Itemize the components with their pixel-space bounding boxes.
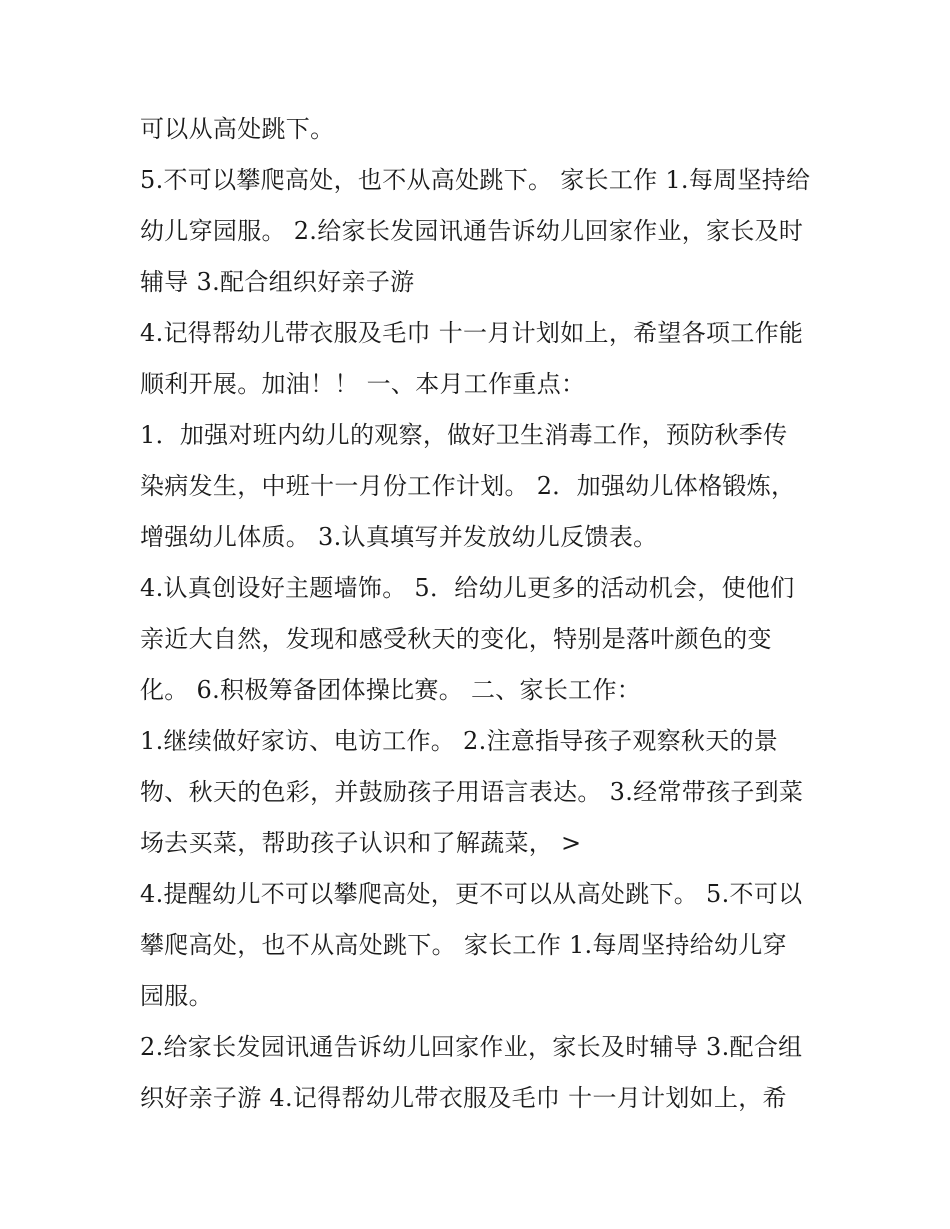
text-line: 物、秋天的色彩，并鼓励孩子用语言表达。 3.经常带孩子到菜 bbox=[140, 778, 804, 806]
text-line: 攀爬高处，也不从高处跳下。 家长工作 1.每周坚持给幼儿穿 bbox=[140, 931, 787, 959]
text-line: 4.提醒幼儿不可以攀爬高处，更不可以从高处跳下。 5.不可以 bbox=[140, 880, 803, 908]
text-line: 顺利开展。加油！！ 一、本月工作重点： bbox=[140, 370, 586, 398]
text-line: 1.继续做好家访、电访工作。 2.注意指导孩子观察秋天的景 bbox=[140, 727, 779, 755]
text-line: 2.给家长发园讯通告诉幼儿回家作业，家长及时辅导 3.配合组 bbox=[140, 1033, 803, 1061]
text-line: 幼儿穿园服。 2.给家长发园讯通告诉幼儿回家作业，家长及时 bbox=[140, 217, 804, 245]
text-line: 织好亲子游 4.记得帮幼儿带衣服及毛巾 十一月计划如上，希 bbox=[140, 1084, 787, 1112]
text-line: 1．加强对班内幼儿的观察，做好卫生消毒工作，预防秋季传 bbox=[140, 421, 788, 449]
text-line: 辅导 3.配合组织好亲子游 bbox=[140, 268, 415, 296]
text-line: 园服。 bbox=[140, 982, 213, 1010]
text-line: 染病发生，中班十一月份工作计划。 2．加强幼儿体格锻炼， bbox=[140, 472, 796, 500]
text-line: 5.不可以攀爬高处，也不从高处跳下。 家长工作 1.每周坚持给 bbox=[140, 166, 811, 194]
text-line: 可以从高处跳下。 bbox=[140, 115, 335, 143]
text-line: 4.记得帮幼儿带衣服及毛巾 十一月计划如上，希望各项工作能 bbox=[140, 319, 804, 347]
text-line: 亲近大自然，发现和感受秋天的变化，特别是落叶颜色的变 bbox=[140, 625, 772, 653]
text-line: 增强幼儿体质。 3.认真填写并发放幼儿反馈表。 bbox=[140, 523, 658, 551]
text-line: 场去买菜，帮助孩子认识和了解蔬菜， > bbox=[140, 829, 582, 857]
document-body bbox=[140, 104, 840, 1124]
text-line: 4.认真创设好主题墙饰。 5．给幼儿更多的活动机会，使他们 bbox=[140, 574, 795, 602]
text-line: 化。 6.积极筹备团体操比赛。 二、家长工作： bbox=[140, 676, 642, 704]
